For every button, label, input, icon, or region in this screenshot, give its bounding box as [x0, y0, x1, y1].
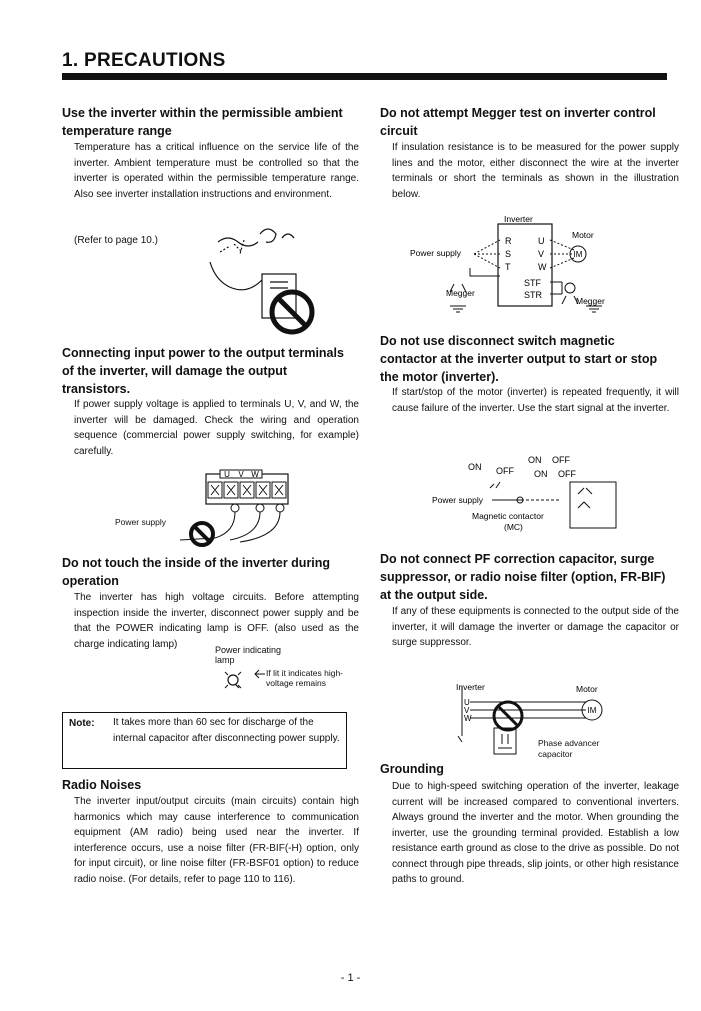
terminal-w-cap: W: [464, 714, 472, 723]
para-grounding: Due to high-speed switching operation of the inverter, leakage current will be increased compared to conventional inverters. Always ground the inverter and the motor. When grounding the inverter, use the grounding terminal provided. Establish a low resistance earth ground as close to the drive as possible. Do not connect through pipe threads, slip joints, or other high resistance paths to ground.: [392, 781, 679, 885]
heading-grounding: Grounding: [380, 762, 444, 776]
para-megger-test: If insulation resistance is to be measured for the power supply lines and the motor, either disconnect the wire at the inverter terminals or short the terminals as shown in the illustration below.: [392, 142, 679, 200]
on-label-1: ON: [468, 462, 482, 472]
note-text: It takes more than 60 sec for discharge of the internal capacitor after disconnecting power supply.: [113, 717, 340, 744]
on-label-2: ON: [528, 455, 542, 465]
lamp-note: If lit it indicates high-voltage remains: [266, 668, 344, 688]
lamp-icon: [223, 668, 253, 698]
heading-ambient-temperature: Use the inverter within the permissible ambient temperature range: [62, 106, 343, 138]
note-box: [62, 712, 347, 769]
para-do-not-touch: The inverter has high voltage circuits. Before attempting inspection inside the inverter, disconnect power supply and be that the POWER indicating lamp is OFF. (also used as the charge indicating lamp): [74, 592, 359, 650]
terminal-label-u: U: [224, 470, 230, 479]
heading-radio-noises: Radio Noises: [62, 778, 142, 792]
motor-label: Motor: [572, 230, 594, 240]
arrow-icon: [253, 668, 267, 682]
mc-abbr: (MC): [504, 522, 523, 532]
temperature-illustration: [200, 222, 330, 340]
page-reference: (Refer to page 10.): [74, 235, 158, 246]
terminal-v: V: [538, 249, 545, 259]
terminal-r: R: [505, 236, 512, 246]
lamp-illustration: [178, 636, 348, 708]
contactor-illustration: [430, 448, 630, 538]
page-number: - 1 -: [340, 972, 361, 984]
lamp-title: Power indicating lamp: [215, 645, 282, 665]
terminal-u-cap: U: [464, 698, 470, 707]
heading-megger-test: Do not attempt Megger test on inverter control circuit: [380, 106, 656, 138]
motor-label-cap: Motor: [576, 684, 598, 694]
note-label: Note:: [69, 718, 95, 729]
terminal-label-v: V: [238, 470, 244, 479]
terminal-label-w: W: [251, 470, 259, 479]
power-supply-label-contactor: Power supply: [432, 495, 484, 505]
para-ambient-temperature: Temperature has a critical influence on the service life of the inverter. Ambient temperature must be controlled so that the inverter is operated within the permissible temperature range. Also see inverter installation instructions and environment.: [74, 142, 359, 200]
terminal-u: U: [538, 236, 545, 246]
off-label-1: OFF: [496, 466, 514, 476]
inverter-label: Inverter: [504, 214, 533, 224]
para-magnetic-contactor: If start/stop of the motor (inverter) is repeated frequently, it will cause failure of the inverter. Use the start signal at the inverter.: [392, 387, 679, 414]
heading-pf-correction: Do not connect PF correction capacitor, surge suppressor, or radio noise filter (option, FR-BIF) at the output side.: [380, 552, 666, 602]
off-label-2: OFF: [552, 455, 570, 465]
terminal-s: S: [505, 249, 512, 259]
im-label-cap: IM: [587, 706, 597, 715]
heading-input-power-output: Connecting input power to the output terminals of the inverter, will damage the output transistors.: [62, 346, 344, 396]
megger-label-right: Megger: [576, 296, 605, 306]
im-label: IM: [573, 250, 583, 259]
heading-do-not-touch: Do not touch the inside of the inverter during operation: [62, 556, 331, 588]
on-label-3: ON: [534, 469, 548, 479]
terminal-w: W: [538, 262, 547, 272]
output-terminal-illustration: [110, 468, 310, 548]
off-label-3: OFF: [558, 469, 576, 479]
terminal-v-cap: V: [464, 706, 470, 715]
terminal-stf: STF: [524, 278, 541, 288]
page-title: 1. PRECAUTIONS: [62, 50, 226, 71]
power-supply-label: Power supply: [410, 248, 462, 258]
para-input-power-output: If power supply voltage is applied to terminals U, V, and W, the inverter will be damaged. Check the wiring and operation sequence (commercial power supply switching, for example) carefully.: [74, 399, 359, 457]
capacitor-label: Phase advancer capacitor: [538, 738, 600, 759]
para-radio-noises: The inverter input/output circuits (main circuits) contain high harmonics which may cause interference to communication equipment (AM radio) being used near the inverter. If interference occurs, use a noise filter (FR-BIF(-H) option, only for input circuit), or line noise filter (FR-BSF01 option) to reduce radio noise. (For details, refer to page 110 to 116).: [74, 796, 359, 885]
megger-label-left: Megger: [446, 288, 475, 298]
heading-magnetic-contactor: Do not use disconnect switch magnetic contactor at the inverter output to start or stop the motor (inverter).: [380, 334, 658, 384]
megger-illustration: [410, 210, 610, 320]
terminal-str: STR: [524, 290, 542, 300]
para-pf-correction: If any of these equipments is connected to the output side of the inverter, it will damage the inverter or damage the capacitor or surge suppressor.: [392, 606, 679, 648]
title-rule: [62, 73, 667, 80]
mc-label: Magnetic contactor: [472, 511, 544, 521]
terminal-t: T: [505, 262, 511, 272]
power-supply-label-left: Power supply: [115, 517, 167, 527]
inverter-label-cap: Inverter: [456, 682, 485, 692]
